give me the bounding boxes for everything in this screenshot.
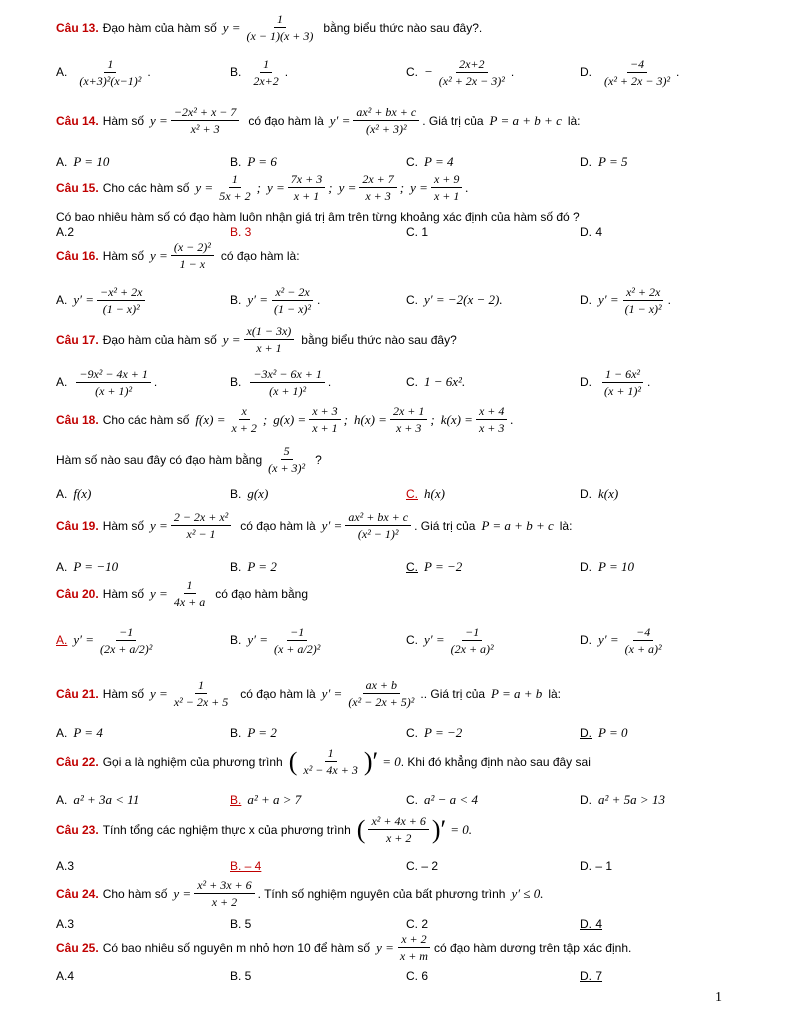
option-d[interactable]: D. P = 0 [580,725,628,740]
option-d[interactable]: D. – 1 [580,859,613,873]
function-lhs: h(x) = [353,411,387,427]
option-b[interactable]: B. – 4 [230,859,262,873]
option-b[interactable]: B. 5 [230,969,252,983]
question-number: Câu 19. [56,518,99,533]
question-19 [56,510,756,541]
options-21 [56,722,756,744]
question-25 [56,932,756,963]
options-22 [56,790,756,810]
option-c[interactable]: C. − $\frac{2x+2}{\text{(x² + 2x − 3)²}}$ . [406,56,515,88]
question-tail: bằng biểu thức nào sau đây? [301,332,457,347]
derivative-lhs: y′ = [321,517,343,533]
function-fraction: $\frac{x(1 - 3x)}{x + 1}$ [244,324,295,355]
question-stem: Cho các hàm số [102,412,190,427]
function-fraction: $\frac{2x + 1}{x + 3}$ [390,404,427,435]
function-fraction: $\frac{x + 2}{x + m}$ [399,932,428,963]
function-fraction: $\frac{1}{4x + a}$ [173,578,206,609]
option-a[interactable]: A. y′ = $\frac{\text{−x² + 2x}}{\text{(1 − x)²}}$ [56,280,148,320]
expression: P = a + b [491,685,543,701]
equation-tail: = 0 [382,753,401,769]
question-stem: Hàm số [102,686,145,701]
question-stem: Tính tổng các nghiệm thực x của phương trình [102,822,351,837]
options-17 [56,362,756,402]
question-tail: . Tính số nghiệm nguyên của bất phương trình [257,886,506,901]
option-d[interactable]: D. P = 10 [580,559,634,574]
function-lhs: y = [173,885,192,901]
function-lhs: y = [222,19,241,35]
option-d[interactable]: D. 4 [580,225,603,239]
question-tail: . Giá trị của [414,518,476,533]
question-number: Câu 18. [56,412,99,427]
option-b[interactable]: B. y′ = $\frac{-1}{\text{(x + a/2)²}}$ [230,624,321,656]
function-lhs: y = [150,112,168,128]
question-14 [56,105,756,136]
question-mid: có đạo hàm là [248,113,324,128]
question-number: Câu 13. [56,20,99,35]
question-15-line2: Có bao nhiêu hàm số có đạo hàm luôn nhận giá trị âm trên từng khoảng xác định của hàm số đó ? [56,210,580,224]
derivative-fraction: $\frac{\text{ax² + bx + c}}{\text{(x² − 1)²}}$ [345,510,411,541]
options-18 [56,484,756,504]
question-stem: Có bao nhiêu số nguyên m nhỏ hơn 10 để hàm số [102,940,371,955]
function-fraction: $\frac{1}{\text{x² − 2x + 5}}$ [173,678,229,709]
derivative-lhs: y′ = [321,685,343,701]
question-tail: có đạo hàm dương trên tập xác định. [433,940,632,955]
option-d[interactable]: D. P = 5 [580,154,628,169]
function-fraction: $\frac{2x + 7}{x + 3}$ [359,172,396,203]
question-number: Câu 16. [56,248,99,263]
question-stem: Đạo hàm của hàm số [102,20,217,35]
right-paren: )′ [363,746,379,776]
question-end: là: [559,518,573,533]
option-c[interactable]: C. P = 4 [406,154,454,169]
question-stem: Gọi a là nghiệm của phương trình [102,754,283,769]
option-d[interactable]: D. 4 [580,917,603,931]
option-c[interactable]: C. P = −2 [406,725,463,740]
question-18-line2 [56,444,756,475]
option-d[interactable]: D. 7 [580,969,603,983]
question-tail: có đạo hàm bằng [215,586,309,601]
question-number: Câu 20. [56,586,99,601]
question-end: là: [567,113,581,128]
question-15: Câu 15. Cho các hàm số y = $\frac{1}{5x + 2}$ ; y = $\frac{7x + 3}{x + 1}$ ; y = $\frac{2x + 7}{x + 3}$ ; y = $\frac{x + 9}{x + 1}$ . [56,172,469,203]
function-lhs: y = [150,517,168,533]
function-fraction: $\frac{1}{5x + 2}$ [219,172,251,203]
option-c[interactable]: C. 1 − 6x². [406,374,466,389]
option-b[interactable]: B. P = 2 [230,559,277,574]
function-lhs: y = [338,179,357,195]
option-a[interactable]: A.4 [56,969,75,983]
question-stem: Cho hàm số [102,886,168,901]
expression: P = a + b + c [481,517,554,533]
question-17 [56,324,756,355]
question-stem: Hàm số [102,518,145,533]
option-c[interactable]: C. – 2 [406,859,439,873]
equation-tail: = 0. [450,821,473,837]
question-mid: có đạo hàm là [240,518,316,533]
option-d[interactable]: D. k(x) [580,486,619,501]
options-24 [56,916,756,932]
option-b[interactable]: B. g(x) [230,486,269,501]
question-end: là: [548,686,561,701]
option-d[interactable]: D. a² + 5a > 13 [580,792,665,807]
derivative-fraction: $\frac{\text{ax² + bx + c}}{\text{(x² + 3)²}}$ [353,105,419,136]
question-stem: Hàm số [102,248,145,263]
question-tail: bằng biểu thức nào sau đây?. [323,20,483,35]
equation-fraction: $\frac{\text{x² + 4x + 6}}{x + 2}$ [368,814,428,845]
question-number: Câu 15. [56,180,99,195]
function-lhs: y = [150,685,168,701]
option-c[interactable]: C. 2 [406,917,429,931]
function-fraction: $\frac{\text{−2x² + x − 7}}{\text{x² + 3}}$ [171,105,240,136]
option-a[interactable]: A.3 [56,917,75,931]
function-lhs: y = [150,247,168,263]
question-stem: Hàm số [102,586,145,601]
option-d[interactable]: D. y′ = $\frac{-4}{\text{(x + a)²}}$ [580,624,662,656]
function-fraction: $\frac{x + 3}{x + 1}$ [309,404,340,435]
option-a[interactable]: A. P = −10 [56,559,119,574]
option-a[interactable]: A. y′ = $\frac{-1}{\text{(2x + a/2)²}}$ [56,624,153,656]
option-c[interactable]: C. 6 [406,969,429,983]
function-fraction: $\frac{\text{(x − 2)²}}{1 - x}$ [171,240,214,271]
question-23 [56,814,756,845]
function-lhs: y = [410,179,428,195]
question-18: Câu 18. Cho các hàm số f(x) = $\frac{x}{x + 2}$ ; g(x) = $\frac{x + 3}{x + 1}$ ; h(x) = $\frac{2x + 1}{x + 3}$ ; k(x) = $\frac{x + 4}{x + 3}$ . [56,404,514,435]
question-number: Câu 22. [56,754,99,769]
options-14 [56,150,756,174]
function-fraction: $\frac{x}{x + 2}$ [231,404,257,435]
options-13 [56,52,756,92]
question-mid: có đạo hàm là [240,686,316,701]
option-a[interactable]: A. P = 10 [56,154,110,169]
function-lhs: y = [266,179,285,195]
option-b[interactable]: B. 3 [230,225,252,239]
left-paren: ( [288,746,298,776]
option-a[interactable]: A. P = 4 [56,725,103,740]
question-number: Câu 14. [56,113,99,128]
derivative-lhs: y′ = [329,112,351,128]
function-lhs: y = [376,939,394,955]
question-21 [56,678,756,709]
function-fraction: $\frac{\text{x² + 3x + 6}}{x + 2}$ [194,878,254,909]
page-number: 1 [715,990,722,1005]
function-lhs: g(x) = [273,411,307,427]
options-20 [56,616,756,664]
option-b[interactable]: B. $\frac{1}{2x+2}$ . [230,56,289,88]
question-tail: . Khi đó khẳng định nào sau đây sai [400,754,591,769]
question-stem: Hàm số [102,113,145,128]
option-b[interactable]: B. 5 [230,917,252,931]
function-fraction: $\frac{x + 9}{x + 1}$ [431,172,462,203]
option-b[interactable]: B. a² + a > 7 [230,792,302,807]
option-b[interactable]: B. y′ = $\frac{\text{x² − 2x}}{\text{(1 − x)²}}$ . [230,284,321,316]
function-lhs: y = [222,331,241,347]
question-line2-end: ? [315,452,322,467]
question-number: Câu 25. [56,940,99,955]
function-fraction: $\frac{\text{2 − 2x + x²}}{\text{x² − 1}}$ [171,510,231,541]
options-16 [56,280,756,320]
option-c[interactable]: C. h(x) [406,486,445,501]
option-a[interactable]: A. f(x) [56,486,92,501]
options-15 [56,224,756,240]
expression: P = a + b + c [489,112,562,128]
function-lhs: k(x) = [440,411,473,427]
function-lhs: f(x) = [195,411,226,427]
question-stem: Cho các hàm số [102,180,190,195]
options-25 [56,968,756,984]
equation-fraction: $\frac{1}{\text{x² − 4x + 3}}$ [303,746,358,777]
left-paren: ( [356,814,366,844]
right-paren: )′ [431,814,447,844]
function-lhs: y = [195,179,214,195]
option-a[interactable]: A. $\frac{\text{−9x² − 4x + 1}}{\text{(x + 1)²}}$ . [56,366,158,398]
option-c[interactable]: C. y′ = $\frac{-1}{\text{(2x + a)²}}$ [406,624,494,656]
expression: y′ ≤ 0. [511,885,544,901]
option-d[interactable]: D. $\frac{-4}{\text{(x² + 2x − 3)²}}$ . [580,56,680,88]
question-number: Câu 24. [56,886,99,901]
derivative-fraction: $\frac{ax + b}{\text{(x² − 2x + 5)²}}$ [348,678,415,709]
option-a[interactable]: A.2 [56,225,75,239]
question-tail: có đạo hàm là: [220,248,300,263]
option-c[interactable]: C. y′ = −2(x − 2). [406,292,503,307]
question-tail: . Giá trị của [422,113,484,128]
target-fraction: $\frac{5}{\text{(x + 3)²}}$ [268,444,306,475]
question-tail: .. Giá trị của [420,686,486,701]
option-b[interactable]: B. $\frac{\text{−3x² − 6x + 1}}{\text{(x + 1)²}}$ . [230,366,332,398]
option-d[interactable]: D. $\frac{\text{1 − 6x²}}{\text{(x + 1)²}}$ . [580,366,651,398]
option-a[interactable]: A.3 [56,859,75,873]
question-number: Câu 17. [56,332,99,347]
option-b[interactable]: B. P = 6 [230,154,277,169]
function-fraction: $\frac{7x + 3}{x + 1}$ [288,172,325,203]
function-fraction: $\frac{x + 4}{x + 3}$ [476,404,507,435]
option-a[interactable]: A. a² + 3a < 11 [56,792,140,807]
option-c[interactable]: C. a² − a < 4 [406,792,478,807]
options-23 [56,858,756,874]
option-a[interactable]: A. $\frac{1}{\text{(x+3)²(x−1)²}}$ . [56,56,151,88]
question-20 [56,578,756,609]
option-b[interactable]: B. P = 2 [230,725,277,740]
question-24 [56,878,756,909]
question-16 [56,240,756,271]
question-13 [56,12,756,43]
question-number: Câu 23. [56,822,99,837]
option-d[interactable]: D. y′ = $\frac{\text{x² + 2x}}{\text{(1 − x)²}}$ . [580,284,671,316]
question-stem: Đạo hàm của hàm số [102,332,217,347]
function-fraction: $\frac{1}{(x - 1)(x + 3)}$ [246,12,314,43]
question-22 [56,746,756,777]
option-c[interactable]: C. 1 [406,225,429,239]
option-c[interactable]: C. P = −2 [406,559,463,574]
question-number: Câu 21. [56,686,99,701]
options-19 [56,556,756,578]
function-lhs: y = [150,585,168,601]
question-line2-text: Hàm số nào sau đây có đạo hàm bằng [56,452,263,467]
